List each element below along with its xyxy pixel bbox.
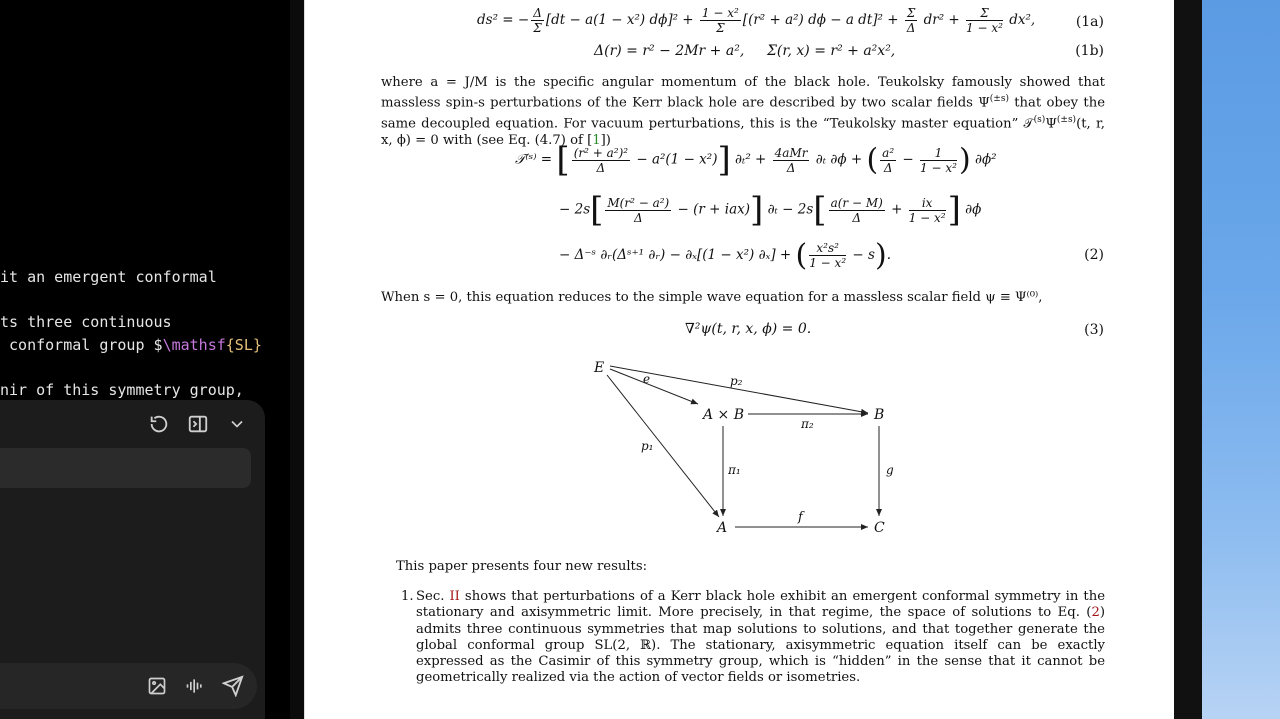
equation-number-3: (3) — [1084, 322, 1104, 338]
send-icon — [222, 675, 244, 697]
equation-3: ∇²ψ(t, r, x, ϕ) = 0. — [685, 321, 812, 337]
refresh-icon — [148, 413, 170, 435]
code-text: conformal group $ — [0, 336, 163, 354]
list-item-text: Sec. — [416, 589, 450, 604]
node-B: B — [874, 407, 885, 423]
send-button[interactable] — [221, 674, 245, 698]
para-text: that obey the same decoupled equation. For vacuum perturbations, this is the “Teukolsky master equation” 𝒯 — [381, 95, 1105, 132]
paragraph-teukolsky — [381, 75, 1105, 149]
paragraph-wave-equation: When s = 0, this equation reduces to the simple wave equation for a massless scalar field ψ ≡ Ψ⁽⁰⁾, — [381, 290, 1043, 305]
label-pi1: π₁ — [728, 463, 741, 477]
code-line-4: nir of this symmetry group, — [0, 381, 244, 399]
label-e: e — [643, 372, 651, 386]
label-g: g — [886, 463, 894, 477]
node-A: A — [717, 520, 728, 536]
para-text: (t, r, x, ϕ) = 0 with (see Eq. (4.7) of [ — [381, 116, 1105, 148]
node-C: C — [874, 520, 885, 536]
results-intro: This paper presents four new results: — [396, 559, 648, 574]
label-p1: p₁ — [641, 439, 654, 453]
editor-pane — [0, 0, 290, 719]
desktop-background — [1202, 0, 1280, 719]
code-line-3 — [0, 336, 262, 354]
para-text: ]) — [600, 132, 611, 148]
superscript: (±s) — [989, 94, 1009, 105]
latex-argument: {SL} — [225, 336, 262, 354]
chat-panel — [0, 400, 265, 719]
equation-link[interactable]: 2 — [1091, 605, 1100, 621]
code-line-2: ts three continuous — [0, 313, 172, 331]
superscript: (s) — [1033, 114, 1046, 125]
label-f: f — [798, 510, 803, 525]
panel-toggle-button[interactable] — [186, 412, 210, 436]
voice-button[interactable] — [183, 674, 207, 698]
equation-2-line-3: − Δ⁻ˢ ∂ᵣ(Δˢ⁺¹ ∂ᵣ) − ∂ₓ[(1 − x²) ∂ₓ] + ( $\frac{\text{x²s²}}{\text{1 − x²}}$ − s). — [559, 238, 891, 273]
panel-icon — [187, 413, 209, 435]
list-item-text: shows that perturbations of a Kerr black hole exhibit an emergent conformal symmetry in the stationary and axisymmetric limit. More precisely, in that regime, the space of solutions to Eq. ( — [416, 589, 1105, 621]
equation-2-line-2: − 2s[ $\frac{\text{M(r² − a²)}}{\Delta}$ − (r + iax)] ∂ₜ − 2s[ $\frac{a(r - M)}{\Delta}$ + $\frac{ix}{\text{1 − x²}}$ ] ∂ϕ — [559, 190, 982, 230]
chevron-down-icon — [227, 414, 247, 434]
label-pi2: π₂ — [801, 417, 814, 431]
refresh-button[interactable] — [147, 412, 171, 436]
arrow-p1 — [607, 375, 719, 517]
section-link[interactable]: II — [449, 589, 460, 604]
equation-number-1a: (1a) — [1075, 14, 1104, 30]
composer-bar — [0, 663, 257, 709]
more-button[interactable] — [225, 412, 249, 436]
equation-number-1b: (1b) — [1075, 43, 1104, 59]
superscript: (±s) — [1056, 114, 1077, 125]
pdf-page — [304, 0, 1175, 719]
list-item — [416, 589, 1105, 687]
equation-1a: ds² = − $\frac{\Delta}{\Sigma}$ [dt − a(1 − x²) dϕ]² + $\frac{\text{1 − x²}}{\Sigma}$ [(r² + a²) dϕ − a dt]² + $\frac{\Sigma}{\Delta}$ dr² + $\frac{\Sigma}{\text{1 − x²}}$ dx², — [477, 6, 1036, 35]
equation-1b-right: Σ(r, x) = r² + a²x², — [767, 43, 896, 59]
citation-link[interactable]: 1 — [592, 132, 601, 148]
label-p2: p₂ — [730, 374, 743, 388]
node-AxB: A × B — [703, 407, 745, 423]
list-item-number: 1. — [401, 589, 414, 604]
code-line-1: it an emergent conformal — [0, 268, 217, 286]
voice-icon — [184, 676, 206, 696]
para-text: Ψ — [1045, 116, 1057, 132]
node-E: E — [594, 360, 605, 376]
list-item-text: ) admits three continuous symmetries that map solutions to solutions, and that together generate the global conformal group SL(2, ℝ). The stationary, axisymmetric equation itself can be exactly expressed as the Casimir of this symmetry group, which is “hidden” in the sense that it cannot be geometrically realized via the action of vector fields or isometries. — [416, 605, 1105, 686]
commutative-diagram — [585, 352, 905, 542]
equation-2-line-1: 𝒯⁽ˢ⁾ = [ $\frac{\text{(r² + a²)²}}{\Delta}$ − a²(1 − x²)] ∂ₜ² + $\frac{\text{4aMr}}{\Delta}$ ∂ₜ ∂ϕ + ( $\frac{\text{a²}}{\Delta}$ − $\frac{1}{\text{1 − x²}}$ ) ∂ϕ² — [515, 140, 997, 180]
attach-image-button[interactable] — [145, 674, 169, 698]
chat-input[interactable] — [0, 448, 251, 488]
para-text: where a = J/M is the specific angular momentum of the black hole. Teukolsky famously showed that massless spin-s perturbations of the Kerr black hole are described by two scalar fields Ψ — [381, 75, 1105, 111]
pane-separator[interactable] — [290, 0, 304, 719]
image-icon — [147, 676, 167, 696]
equation-number-2: (2) — [1084, 247, 1104, 263]
equation-1b-left: Δ(r) = r² − 2Mr + a², — [594, 43, 745, 59]
latex-command: \mathsf — [162, 336, 226, 354]
window-frame — [1174, 0, 1202, 719]
